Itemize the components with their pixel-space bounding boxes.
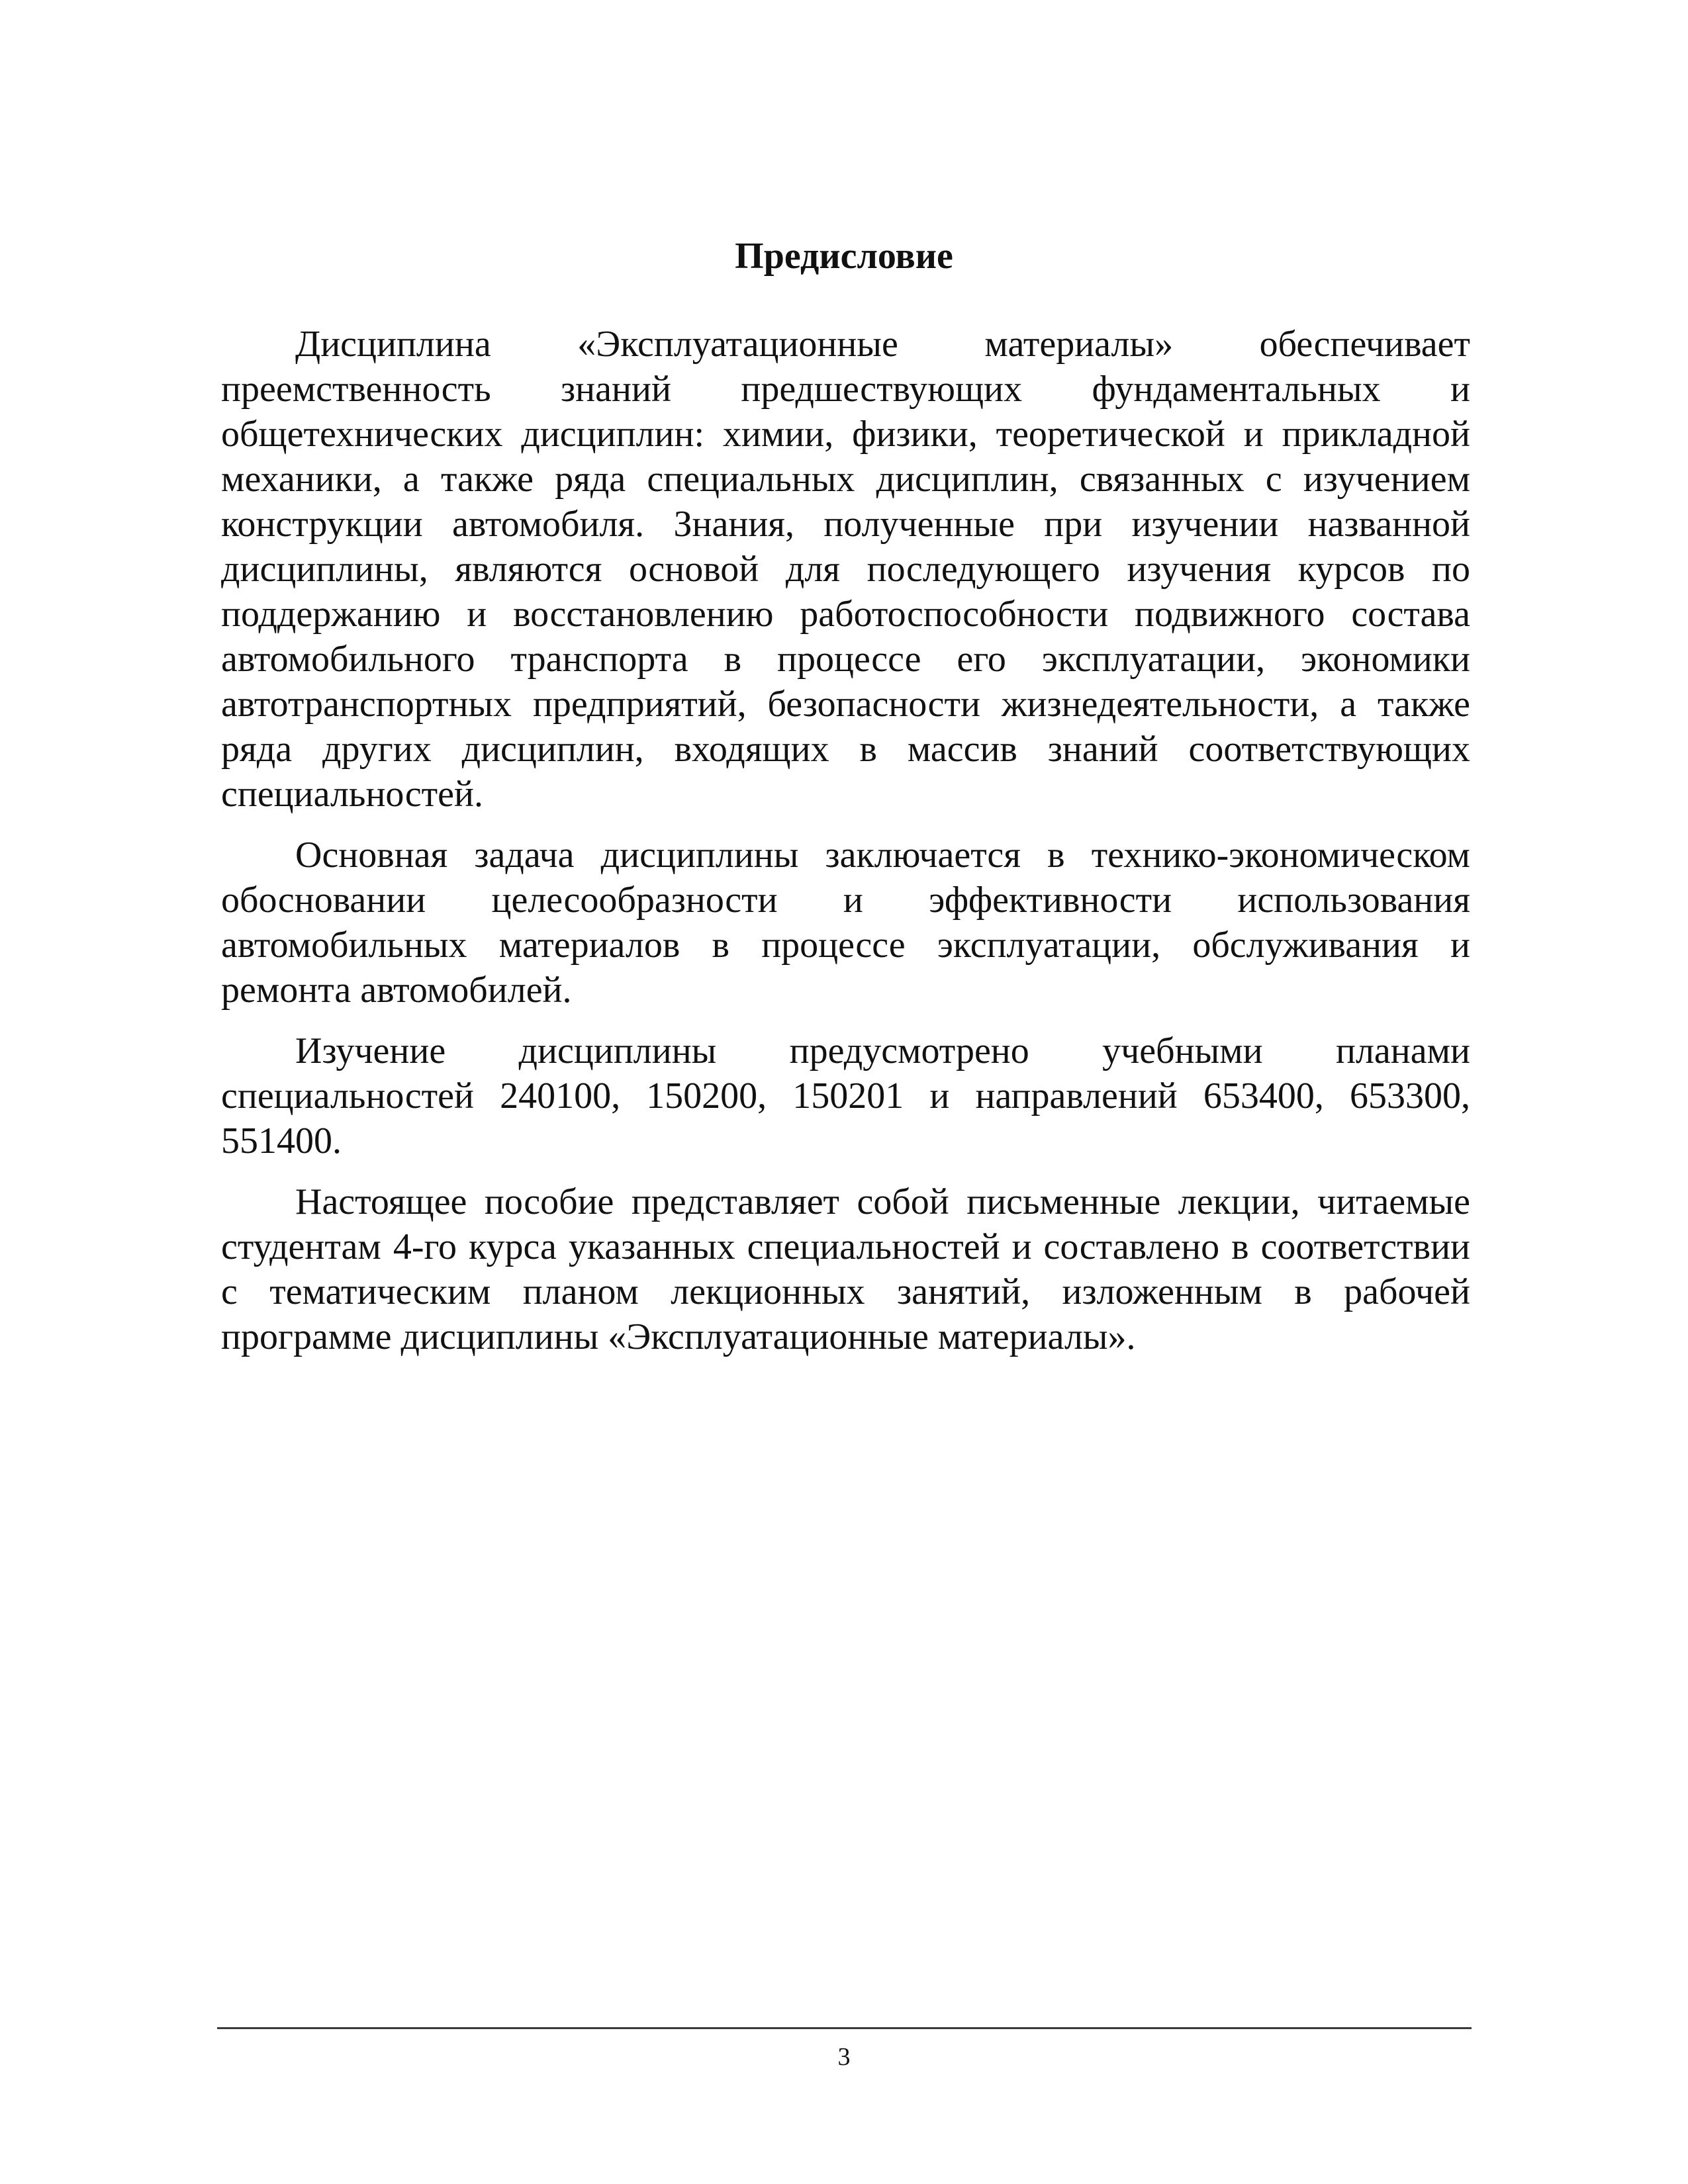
paragraph-discipline-overview: Дисциплина «Эксплуатационные материалы» обеспечивает преемственность знаний предшествующих фундаментальных и общетехнических дисциплин: химии, физики, теоретической и прикладной механики, а также ряда специальных дисциплин, связанных с изучением конструкции автомобиля. Знания, полученные при изучении названной дисциплины, являются основой для последующего изучения курсов по поддержанию и восстановлению работоспособности подвижного состава автомобильного транспорта в процессе его эксплуатации, экономики автотранспортных предприятий, безопасности жизнедеятельности, а также ряда других дисциплин, входящих в массив знаний соответствующих специальностей.	[221, 324, 1470, 815]
page-number: 3	[837, 2043, 851, 2071]
preface-body	[221, 322, 1470, 1375]
paragraph-manual-purpose: Настоящее пособие представляет собой письменные лекции, читаемые студентам 4-го курса указанных специальностей и составлено в соответствии с тематическим планом лекционных занятий, изложенным в рабочей программе дисциплины «Эксплуатационные материалы».	[221, 1181, 1470, 1357]
paragraph-curriculum: Изучение дисциплины предусмотрено учебными планами специальностей 240100, 150200, 150201 и направлений 653400, 653300, 551400.	[221, 1030, 1470, 1161]
paragraph-main-task: Основная задача дисциплины заключается в технико-экономическом обосновании целесообразности и эффективности использования автомобильных материалов в процессе эксплуатации, обслуживания и ремонта автомобилей.	[221, 835, 1470, 1011]
footer-divider	[217, 2027, 1472, 2029]
page-title: Предисловие	[735, 236, 953, 277]
